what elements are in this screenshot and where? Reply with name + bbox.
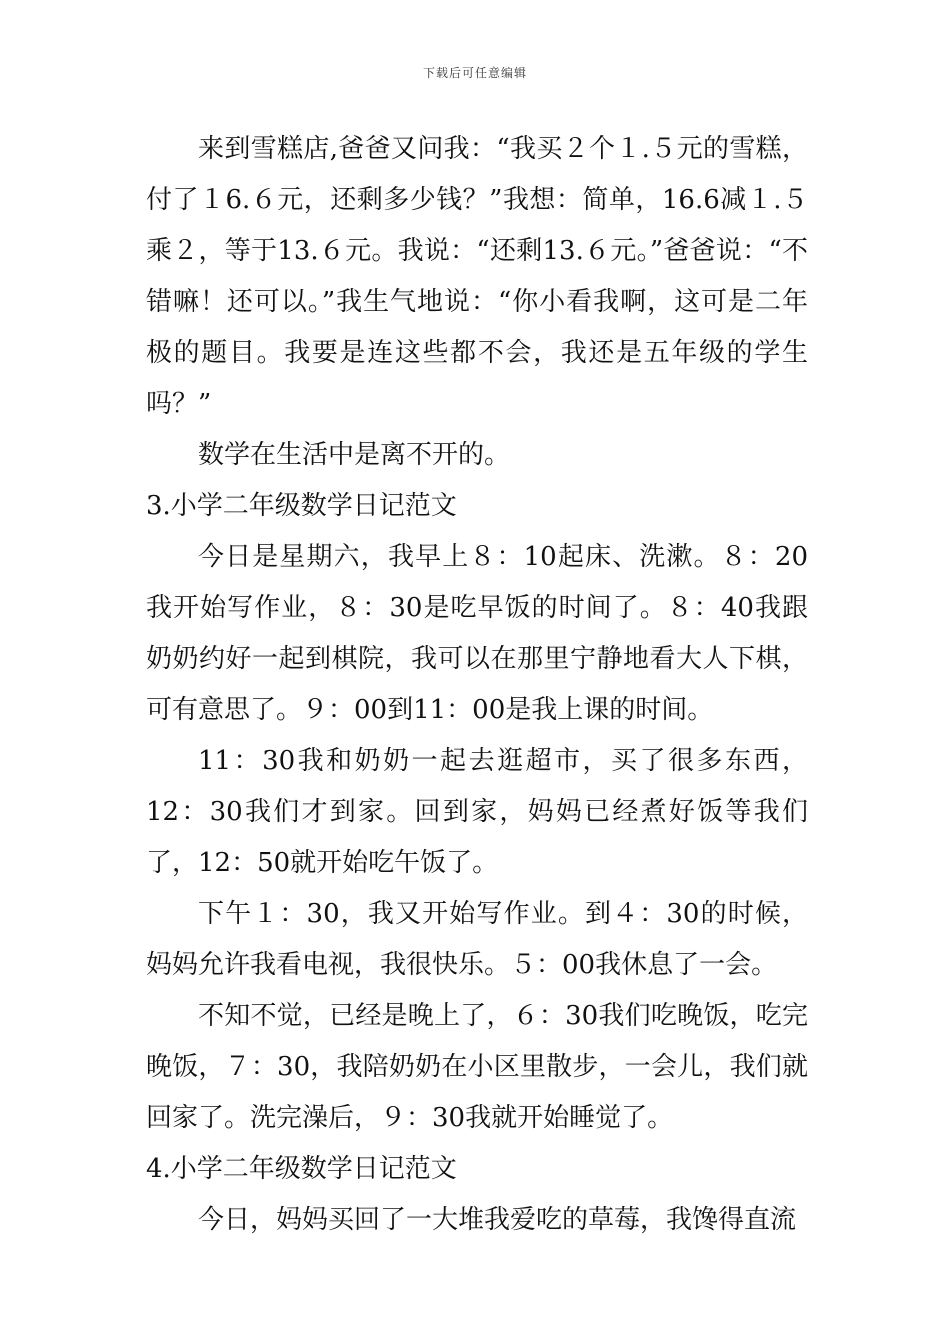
paragraph: 数学在生活中是离不开的。 [198, 440, 511, 470]
document-body [146, 124, 808, 1246]
paragraph: 今日，妈妈买回了一大堆我爱吃的草莓，我馋得直流 [198, 1205, 797, 1235]
section-heading: 4.小学二年级数学日记范文 [146, 1154, 457, 1184]
paragraph: 来到雪糕店,爸爸又问我：“我买２个１.５元的雪糕，付了１6.６元，还剩多少钱？”我想：简单，16.6减１.５乘２，等于13.６元。我说：“还剩13.６元。”爸爸说：“不错嘛！还可以。”我生气地说：“你小看我啊，这可是二年极的题目。我要是连这些都不会，我还是五年级的学生吗？” [146, 134, 808, 419]
paragraph: 今日是星期六，我早上８：10起床、洗漱。８：20我开始写作业，８：30是吃早饭的时间了。８：40我跟奶奶约好一起到棋院，我可以在那里宁静地看大人下棋，可有意思了。９：00到11：00是我上课的时间。 [146, 542, 808, 725]
paragraph: 不知不觉，已经是晚上了，６：30我们吃晚饭，吃完晚饭，７：30，我陪奶奶在小区里散步，一会儿，我们就回家了。洗完澡后，９：30我就开始睡觉了。 [146, 1001, 808, 1133]
paragraph: 下午１：30，我又开始写作业。到４：30的时候，妈妈允许我看电视，我很快乐。５：00我休息了一会。 [146, 899, 808, 980]
section-heading: 3.小学二年级数学日记范文 [146, 491, 457, 521]
page-header: 下载后可任意编辑 [422, 66, 527, 80]
paragraph: 11：30我和奶奶一起去逛超市，买了很多东西，12：30我们才到家。回到家，妈妈已经煮好饭等我们了，12：50就开始吃午饭了。 [146, 746, 808, 878]
